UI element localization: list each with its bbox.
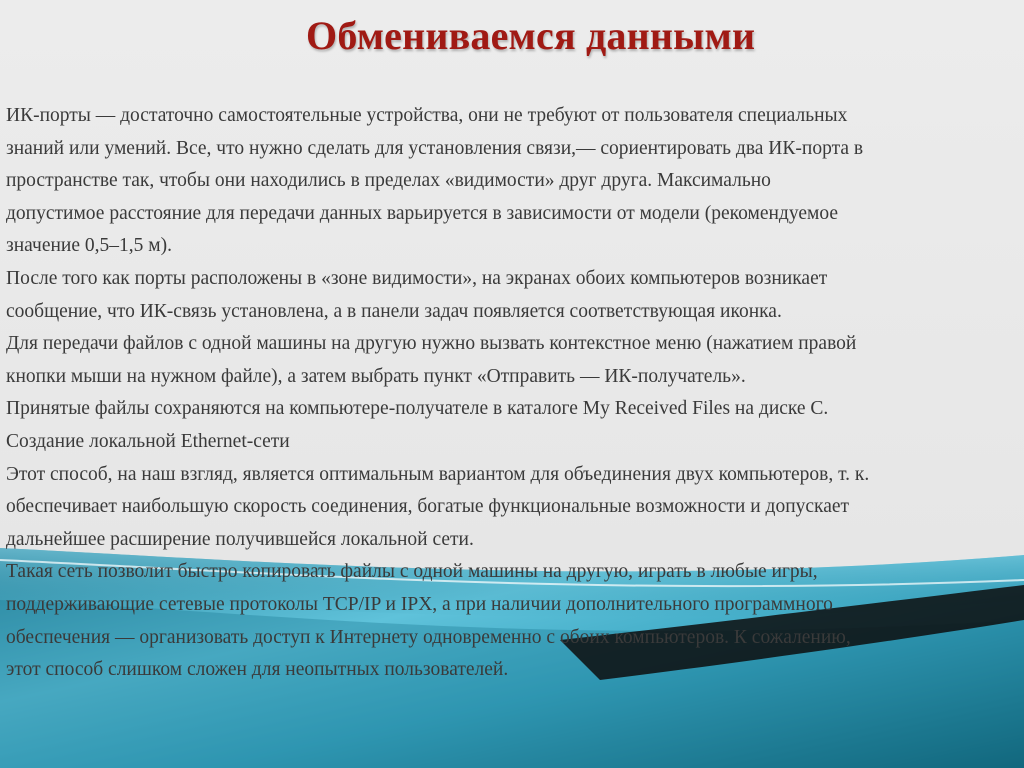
slide-body (6, 100, 1018, 687)
body-line: сообщение, что ИК-связь установлена, а в панели задач появляется соответствующая иконка. (6, 300, 782, 322)
body-line: Такая сеть позволит быстро копировать файлы с одной машины на другую, играть в любые игры, (6, 561, 818, 583)
body-line: После того как порты расположены в «зоне видимости», на экранах обоих компьютеров возникает (6, 267, 828, 289)
body-line: кнопки мыши на нужном файле), а затем выбрать пункт «Отправить — ИК-получатель». (6, 365, 746, 387)
body-line: поддерживающие сетевые протоколы TCP/IP и IPX, а при наличии дополнительного программного (6, 593, 833, 615)
body-line: Этот способ, на наш взгляд, является оптимальным вариантом для объединения двух компьютеров, т. к. (6, 463, 870, 485)
body-line: допустимое расстояние для передачи данных варьируется в зависимости от модели (рекомендуемое (6, 202, 838, 224)
body-line: Для передачи файлов с одной машины на другую нужно вызвать контекстное меню (нажатием правой (6, 333, 857, 355)
slide-title: Обмениваемся данными (306, 13, 756, 58)
body-line: дальнейшее расширение получившейся локальной сети. (6, 528, 474, 550)
body-line: этот способ слишком сложен для неопытных пользователей. (6, 659, 509, 681)
body-line: Принятые файлы сохраняются на компьютере-получателе в каталоге My Received Files на диске C. (6, 398, 829, 420)
body-line: Создание локальной Ethernet-сети (6, 430, 290, 452)
body-line: значение 0,5–1,5 м). (6, 235, 172, 257)
body-line: обеспечивает наибольшую скорость соединения, богатые функциональные возможности и допускает (6, 496, 850, 518)
body-line: ИК-порты — достаточно самостоятельные устройства, они не требуют от пользователя специальных (6, 105, 848, 126)
body-line: обеспечения — организовать доступ к Интернету одновременно с обоих компьютеров. К сожалению, (6, 626, 851, 648)
body-line: знаний или умений. Все, что нужно сделать для установления связи,— сориентировать два ИК-порта в (6, 137, 864, 159)
body-line: пространстве так, чтобы они находились в пределах «видимости» друг друга. Максимально (6, 170, 771, 192)
